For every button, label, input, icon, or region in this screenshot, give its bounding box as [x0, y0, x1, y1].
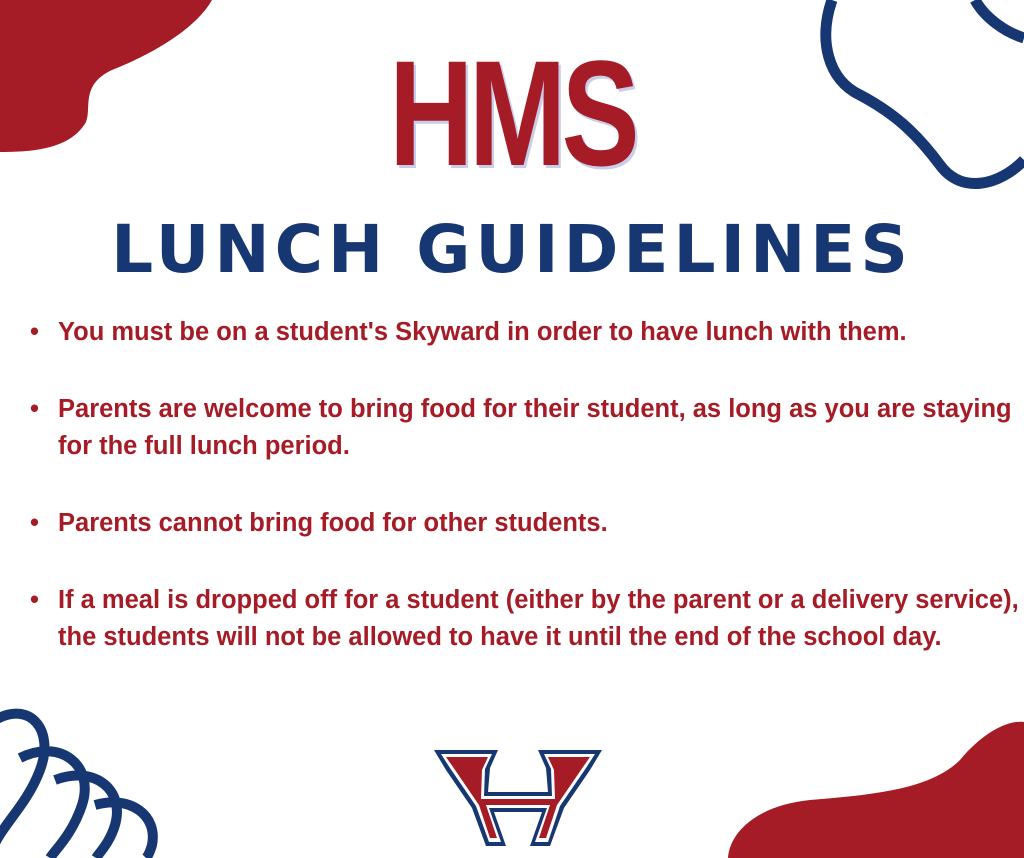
guideline-text: Parents cannot bring food for other students.: [58, 509, 608, 537]
guideline-text: If a meal is dropped off for a student (either by the parent or a delivery service), the students will not be allowed to have it until the end of the school day.: [58, 586, 1019, 651]
guideline-item: [30, 314, 1020, 351]
page-title: HMS: [389, 29, 635, 197]
bullet-dot-icon: •: [30, 509, 39, 537]
top-right-navy-outline-tail: [975, 0, 1024, 38]
bullet-dot-icon: •: [30, 586, 39, 614]
bullet-dot-icon: •: [30, 395, 39, 423]
bullet-dot-icon: •: [30, 318, 39, 346]
guidelines-list: [30, 314, 1020, 696]
page-subtitle: LUNCH GUIDELINES: [111, 211, 913, 288]
bottom-right-red-blob: [728, 722, 1024, 858]
guideline-text: Parents are welcome to bring food for their student, as long as you are staying for the full lunch period.: [58, 395, 1012, 460]
guideline-text: You must be on a student's Skyward in order to have lunch with them.: [58, 318, 907, 346]
bottom-left-navy-swirl: [0, 714, 153, 858]
guideline-item: [30, 391, 1020, 465]
guideline-item: [30, 505, 1020, 542]
h-shield-logo-icon: [432, 748, 604, 848]
guideline-item: [30, 582, 1020, 656]
